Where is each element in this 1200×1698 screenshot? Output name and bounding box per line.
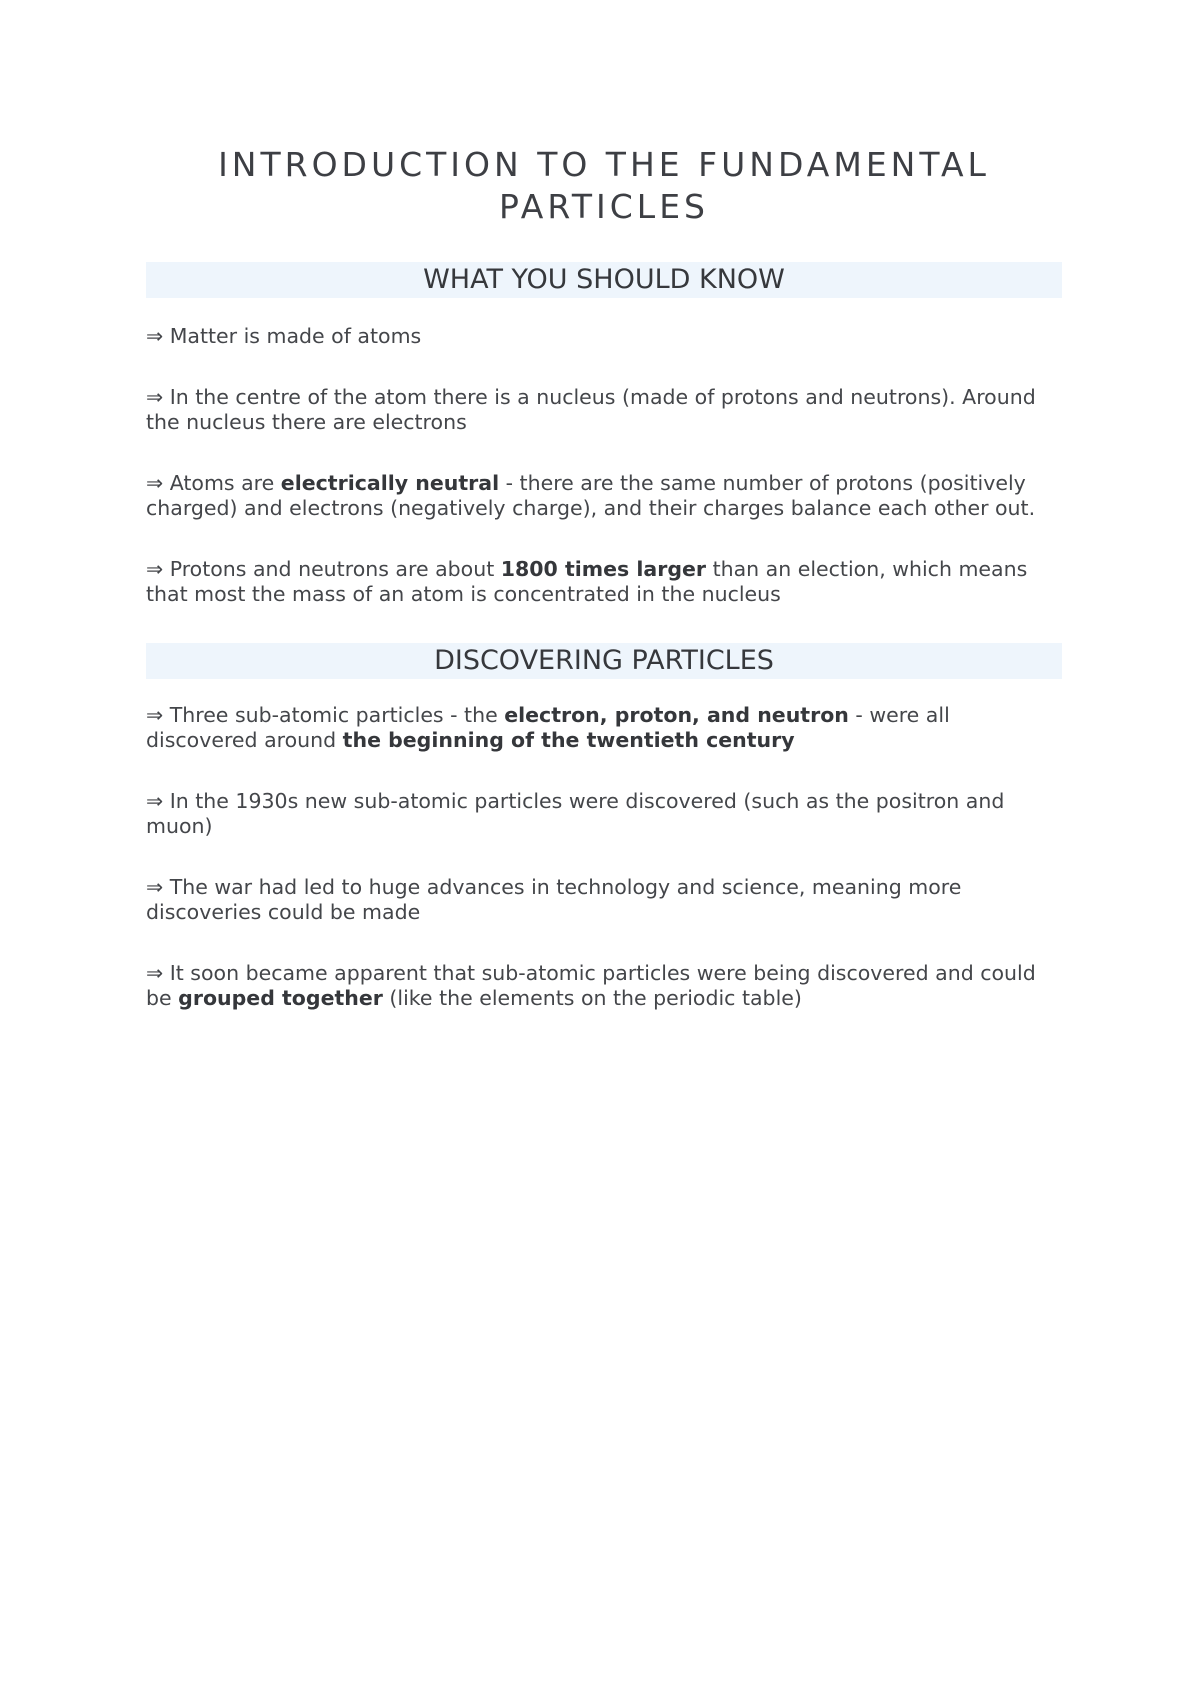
list-item: ⇒ It soon became apparent that sub-atomic particles were being discovered and could be grouped together (like the elements on the periodic table) <box>146 961 1036 1010</box>
arrow-icon: ⇒ <box>146 471 164 495</box>
emphasis: electrically neutral <box>280 471 500 495</box>
section-what-you-should-know <box>146 262 1062 607</box>
list-item: ⇒ Atoms are electrically neutral - there are the same number of protons (positively charged) and electrons (negatively charge), and their charges balance each other out. <box>146 471 1036 520</box>
list-item: ⇒ The war had led to huge advances in technology and science, meaning more discoveries could be made <box>146 875 962 924</box>
emphasis: electron, proton, and neutron <box>504 703 849 727</box>
list-item: ⇒ In the centre of the atom there is a nucleus (made of protons and neutrons). Around the nucleus there are electrons <box>146 385 1036 434</box>
document-page <box>146 144 1062 1011</box>
arrow-icon: ⇒ <box>146 703 164 727</box>
arrow-icon: ⇒ <box>146 789 164 813</box>
emphasis: the beginning of the twentieth century <box>342 728 795 752</box>
section-discovering-particles <box>146 643 1062 1011</box>
arrow-icon: ⇒ <box>146 557 164 581</box>
document-title: INTRODUCTION TO THE FUNDAMENTAL PARTICLES <box>218 145 990 226</box>
emphasis: 1800 times larger <box>500 557 707 581</box>
section-heading: WHAT YOU SHOULD KNOW <box>146 262 1062 298</box>
list-item: ⇒ Matter is made of atoms <box>146 324 422 348</box>
arrow-icon: ⇒ <box>146 961 164 985</box>
section-heading: DISCOVERING PARTICLES <box>146 643 1062 679</box>
arrow-icon: ⇒ <box>146 385 164 409</box>
list-item: ⇒ Protons and neutrons are about 1800 times larger than an election, which means that most the mass of an atom is concentrated in the nucleus <box>146 557 1028 606</box>
arrow-icon: ⇒ <box>146 324 164 348</box>
list-item: ⇒ In the 1930s new sub-atomic particles were discovered (such as the positron and muon) <box>146 789 1005 838</box>
arrow-icon: ⇒ <box>146 875 164 899</box>
emphasis: grouped together <box>178 986 383 1010</box>
list-item: ⇒ Three sub-atomic particles - the electron, proton, and neutron - were all discovered around the beginning of the twentieth century <box>146 703 950 752</box>
